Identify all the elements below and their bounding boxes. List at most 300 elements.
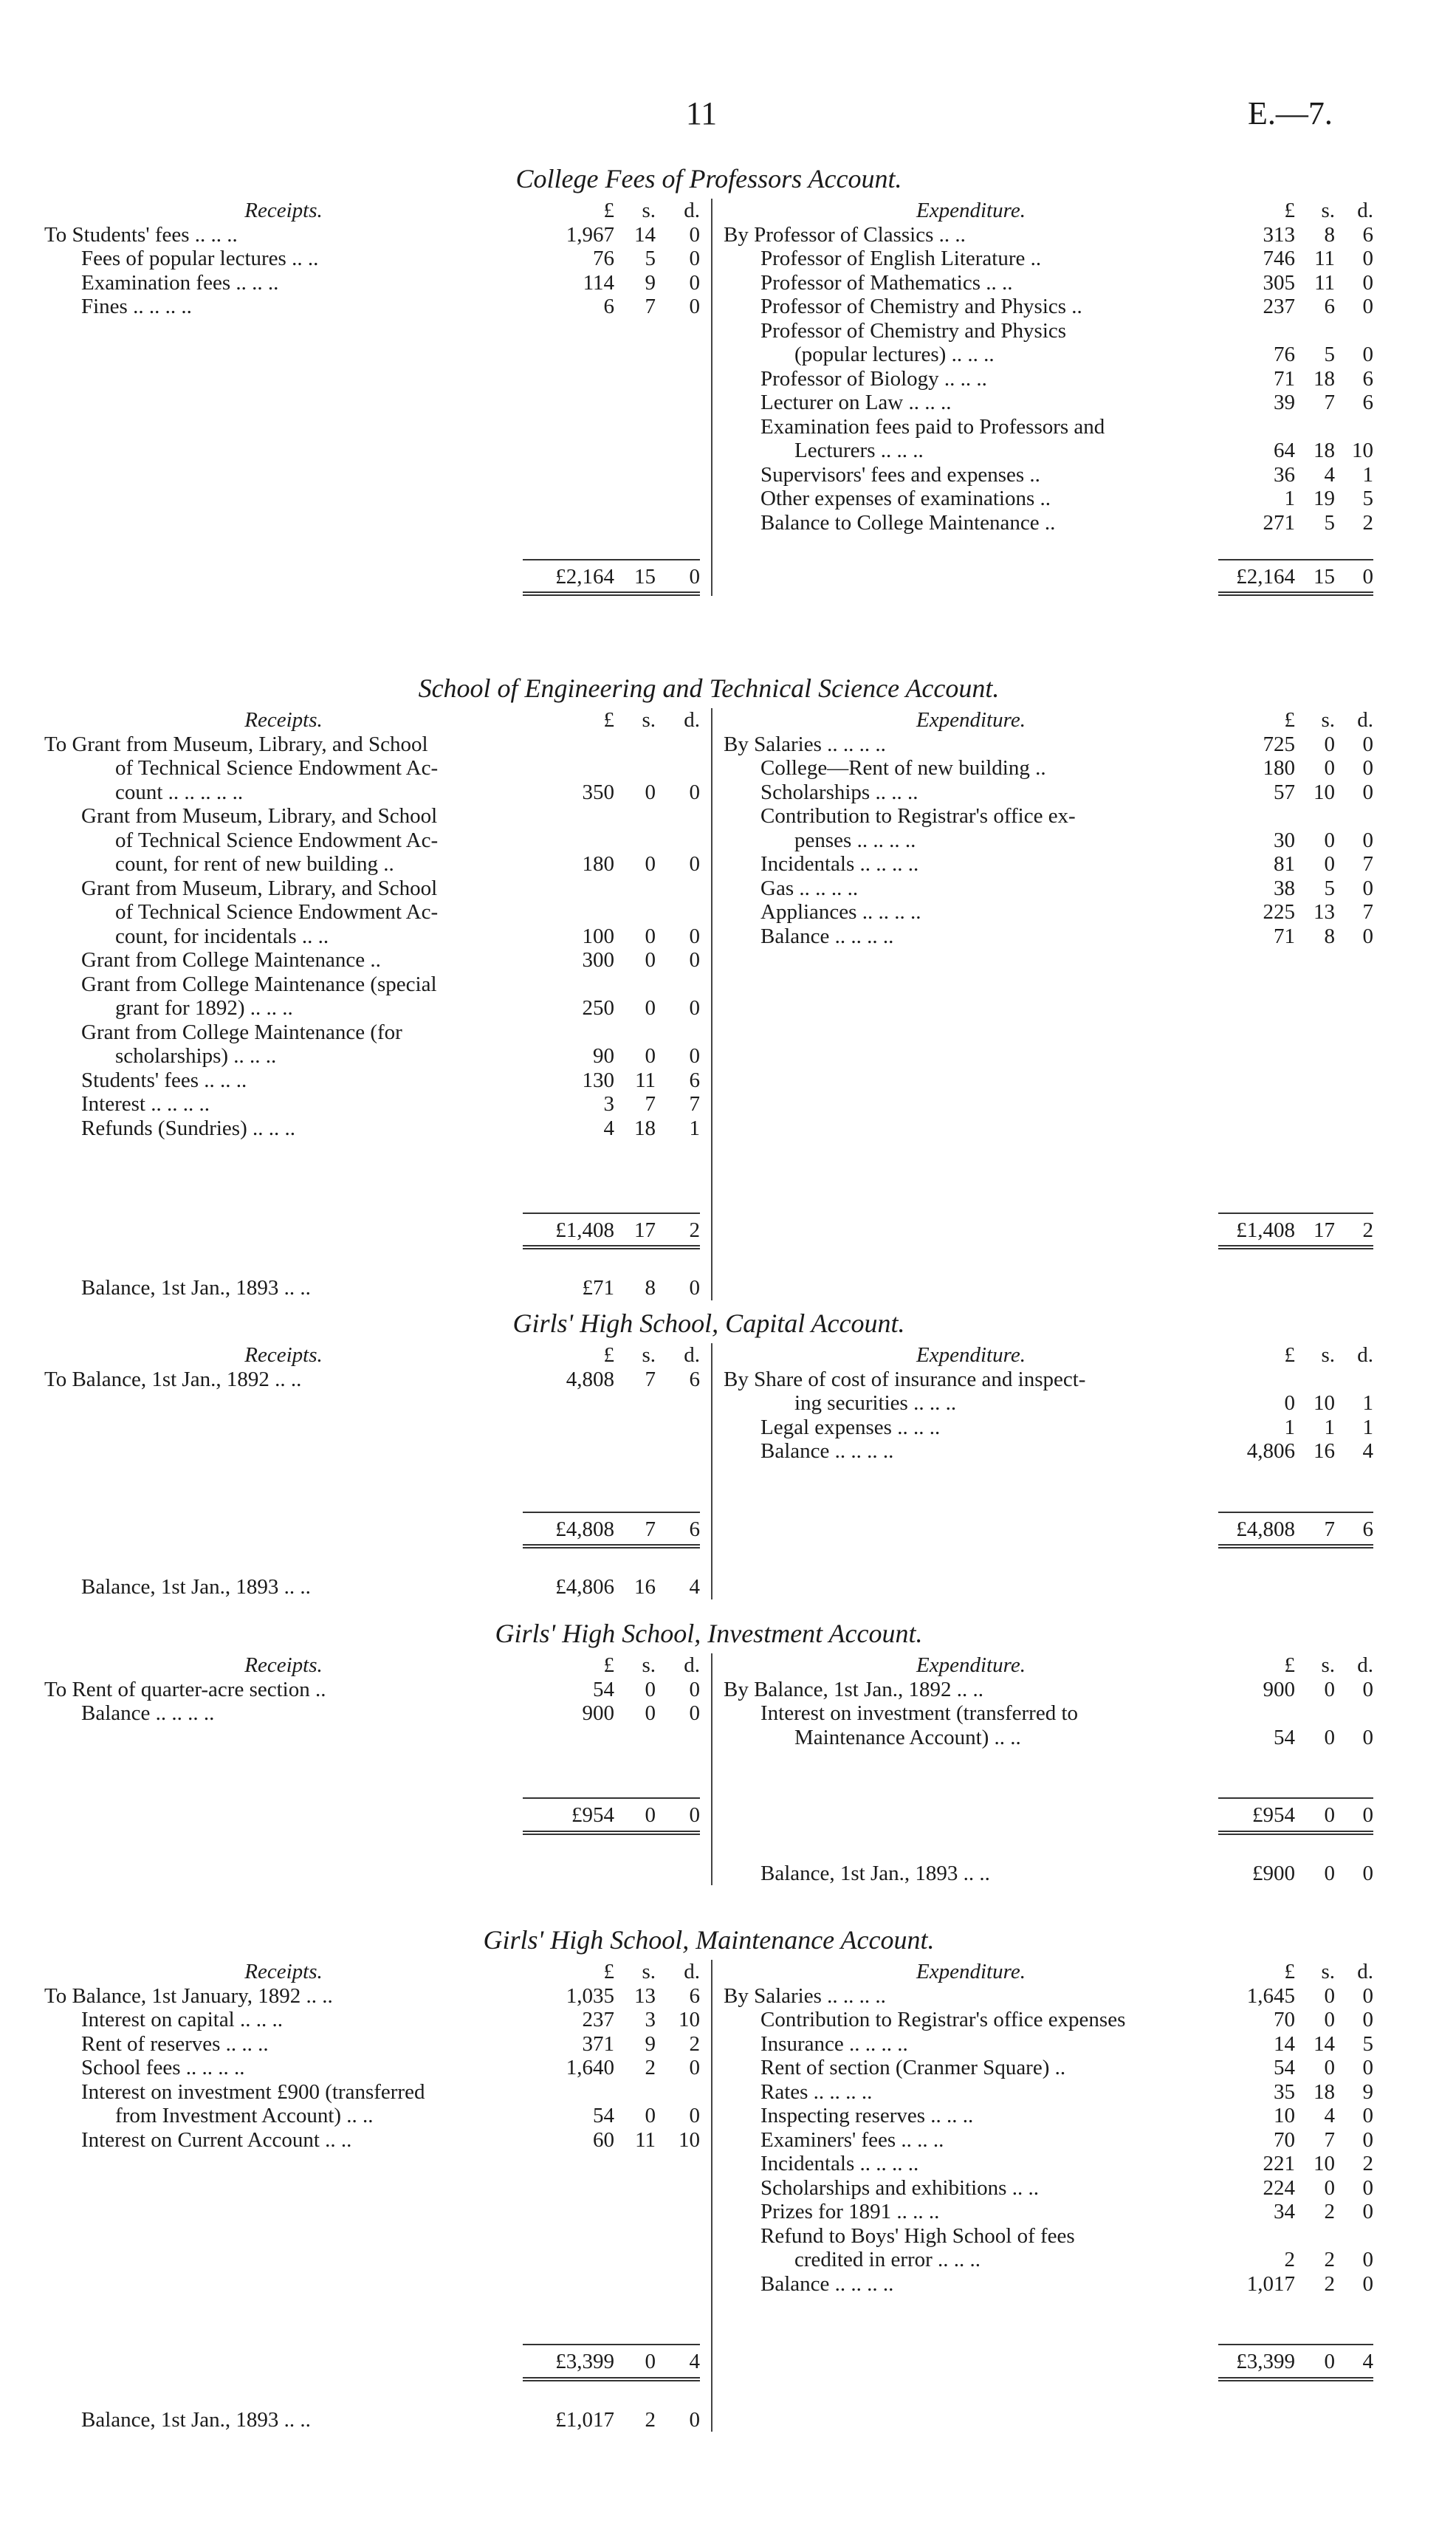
currency-header: [523, 708, 700, 733]
total-label-space: [724, 1797, 1218, 1835]
pounds: 10: [1274, 2104, 1295, 2127]
amount: [523, 2104, 700, 2128]
shillings: 0: [645, 948, 656, 972]
row-label: Balance .. .. .. ..: [760, 924, 894, 948]
expenditure-header-label: Expenditure.: [916, 708, 1026, 732]
expenditure-column: [712, 199, 1373, 596]
receipt-row: [44, 852, 700, 877]
amount: [1218, 319, 1373, 343]
row-label: Professor of Chemistry and Physics ..: [760, 295, 1082, 318]
row-label: Balance, 1st Jan., 1893 .. ..: [81, 1276, 311, 1300]
pounds: 180: [1263, 756, 1295, 780]
amount: [1218, 2176, 1373, 2201]
pounds-header: £: [1284, 1960, 1295, 1983]
expenditure-header-label: Expenditure.: [916, 1343, 1026, 1367]
spacer-row: [724, 1069, 1373, 1093]
expenditure-header-label: Expenditure.: [916, 1960, 1026, 1983]
pounds: [523, 804, 614, 829]
amount: [523, 733, 700, 757]
account-title: College Fees of Professors Account.: [515, 164, 902, 193]
pence: 0: [1362, 2271, 1373, 2296]
expenditure-row: [724, 2272, 1373, 2297]
pounds: £1,017: [555, 2407, 614, 2432]
spacer-row: [44, 1416, 700, 1440]
pounds: [523, 756, 614, 781]
shillings: [614, 829, 656, 853]
currency-header: [523, 1653, 700, 1678]
row-label: scholarships) .. .. ..: [115, 1044, 277, 1068]
row-label: Grant from Museum, Library, and School: [81, 804, 438, 828]
pounds: 3: [603, 1092, 614, 1116]
shillings: 14: [634, 222, 656, 247]
pence: 0: [1362, 756, 1373, 780]
pounds-header: £: [603, 199, 614, 222]
pounds-header: £: [1284, 1343, 1295, 1367]
amount: [523, 1678, 700, 1702]
shillings: 10: [1314, 1391, 1335, 1415]
shillings: 0: [645, 924, 656, 948]
total-row: [44, 559, 700, 597]
spacer-row: [44, 463, 700, 487]
row-label: of Technical Science Endowment Ac-: [115, 900, 439, 924]
pence: 0: [1362, 564, 1373, 589]
account-title: School of Engineering and Technical Science Account.: [418, 673, 1000, 703]
pounds: 900: [1263, 1677, 1295, 1701]
row-label: of Technical Science Endowment Ac-: [115, 756, 439, 780]
amount: [1218, 1797, 1373, 1835]
row-label: Gas .. .. .. ..: [760, 876, 859, 900]
receipt-row: [44, 1117, 700, 1141]
row-label: Inspecting reserves .. .. ..: [760, 2104, 974, 2127]
row-label: ing securities .. .. ..: [794, 1391, 957, 1415]
pounds: 60: [593, 2127, 614, 2152]
pence: 6: [689, 1517, 700, 1541]
spacer-row: [44, 1391, 700, 1416]
shillings: 8: [1324, 222, 1335, 247]
shillings: 0: [645, 852, 656, 876]
pence: 0: [1362, 2008, 1373, 2031]
amount: [1218, 2032, 1373, 2057]
row-label: Balance .. .. .. ..: [760, 1439, 894, 1463]
currency-header: [1218, 199, 1373, 223]
pence: [656, 973, 700, 997]
amount: [1218, 2080, 1373, 2105]
pounds: 14: [1274, 2031, 1295, 2056]
shillings: 14: [1314, 2031, 1335, 2056]
account-section: [44, 1613, 1373, 1885]
pence: 0: [689, 295, 700, 318]
spacer-row: [724, 1092, 1373, 1117]
receipts-column: [44, 1343, 712, 1599]
shillings: 2: [1324, 2248, 1335, 2271]
receipt-row: [44, 2128, 700, 2153]
amount: [1218, 1368, 1373, 1392]
pounds: 271: [1263, 510, 1295, 535]
shillings: [614, 1021, 656, 1045]
pounds: 250: [582, 996, 614, 1020]
amount: [1218, 2272, 1373, 2297]
amount: [523, 2128, 700, 2153]
expenditure-row: [724, 781, 1373, 805]
shillings: [614, 973, 656, 997]
receipts-header-label: Receipts.: [244, 1343, 323, 1367]
pence: 0: [1362, 1983, 1373, 2008]
pence-header: d.: [684, 708, 700, 732]
receipt-row: [44, 900, 700, 925]
receipts-column: [44, 1960, 712, 2432]
pounds: 313: [1263, 222, 1295, 247]
pounds: 300: [582, 948, 614, 972]
row-label: Balance to College Maintenance ..: [760, 510, 1056, 535]
total-label-space: [724, 1512, 1218, 1549]
row-label: Appliances .. .. .. ..: [760, 900, 921, 924]
amount: [523, 1575, 700, 1599]
pence: 6: [1362, 1517, 1373, 1541]
pounds: 39: [1274, 391, 1295, 414]
pence: 0: [689, 2056, 700, 2079]
expenditure-row: [724, 2080, 1373, 2105]
shillings-header: s.: [1321, 708, 1335, 732]
row-label: Balance .. .. .. ..: [760, 2271, 894, 2296]
shillings: 18: [1314, 439, 1335, 462]
receipt-row: [44, 1368, 700, 1392]
amount: [1218, 343, 1373, 367]
receipt-row: [44, 781, 700, 805]
pence: 0: [689, 1677, 700, 1701]
currency-header: [1218, 1653, 1373, 1678]
amount: [523, 2032, 700, 2057]
expenditure-row: [724, 1678, 1373, 1702]
pounds: [523, 900, 614, 925]
pence: 0: [689, 1044, 700, 1068]
spacer-row: [44, 1188, 700, 1213]
amount: [1218, 852, 1373, 877]
shillings: 19: [1314, 487, 1335, 510]
amount: [1218, 1391, 1373, 1416]
account-section: [44, 1303, 1373, 1599]
account-columns: [44, 1343, 1373, 1599]
amount: [1218, 1984, 1373, 2009]
shillings: 7: [1324, 2127, 1335, 2152]
pounds: 71: [1274, 924, 1295, 948]
shillings: 0: [645, 1677, 656, 1701]
amount: [523, 1276, 700, 1300]
receipts-header: [44, 1653, 700, 1678]
pounds: 725: [1263, 732, 1295, 756]
shillings: 9: [645, 2031, 656, 2056]
amount: [1218, 1512, 1373, 1549]
pounds: 38: [1274, 876, 1295, 900]
shillings: 0: [645, 1044, 656, 1068]
receipt-row: [44, 2032, 700, 2057]
pence: 0: [1362, 1803, 1373, 1827]
pounds: 100: [582, 924, 614, 948]
shillings: 0: [645, 1803, 656, 1827]
receipt-row: [44, 996, 700, 1021]
total-label-space: [44, 1213, 523, 1250]
pence-header: d.: [684, 1960, 700, 1983]
pounds: £4,808: [1236, 1517, 1295, 1541]
row-label: Incidentals .. .. .. ..: [760, 2152, 919, 2175]
shillings: 5: [645, 247, 656, 270]
shillings-header: s.: [642, 1343, 656, 1367]
pounds: £2,164: [555, 564, 614, 589]
shillings: 0: [645, 2350, 656, 2373]
gap: [44, 2381, 700, 2408]
amount: [1218, 2008, 1373, 2032]
pounds: 2: [1284, 2248, 1295, 2271]
pounds: 71: [1274, 366, 1295, 391]
amount: [523, 756, 700, 781]
pounds-header: £: [1284, 1653, 1295, 1677]
amount: [523, 1213, 700, 1250]
pounds: 90: [593, 1044, 614, 1068]
amount: [523, 2344, 700, 2381]
expenditure-header: [724, 1343, 1373, 1368]
pence: 1: [1362, 1415, 1373, 1439]
total-label-space: [44, 559, 523, 597]
pounds: 371: [582, 2031, 614, 2056]
pence: 6: [1362, 366, 1373, 391]
pounds: [1218, 1701, 1295, 1726]
amount: [523, 295, 700, 319]
amount: [1218, 925, 1373, 949]
expenditure-row: [724, 439, 1373, 463]
spacer-row: [724, 996, 1373, 1021]
pence: 0: [1362, 343, 1373, 366]
pounds: [523, 1021, 614, 1045]
pounds: 350: [582, 780, 614, 804]
pence: 2: [1362, 2152, 1373, 2175]
pounds: 76: [1274, 343, 1295, 366]
pence: 0: [689, 2407, 700, 2432]
pence: 0: [689, 1276, 700, 1300]
amount: [523, 559, 700, 597]
row-label: Interest on capital .. .. ..: [81, 2008, 283, 2031]
shillings: [614, 877, 656, 901]
receipts-column: [44, 1653, 712, 1885]
shillings-header: s.: [642, 1653, 656, 1677]
pence-header: d.: [1357, 708, 1373, 732]
amount: [1218, 829, 1373, 853]
shillings: 0: [1324, 2056, 1335, 2079]
row-label: To Students' fees .. .. ..: [44, 222, 238, 247]
row-label: Balance, 1st Jan., 1893 .. ..: [760, 1861, 990, 1885]
shillings: 0: [1324, 1677, 1335, 1701]
amount: [1218, 223, 1373, 247]
amount: [1218, 2224, 1373, 2249]
amount: [1218, 1862, 1373, 1886]
pounds: 54: [1274, 1725, 1295, 1749]
shillings: 0: [1324, 2350, 1335, 2373]
spacer-row: [44, 2296, 700, 2320]
pounds: 237: [1263, 295, 1295, 318]
pounds: 114: [583, 270, 614, 295]
amount: [523, 1984, 700, 2009]
total-label-space: [44, 1797, 523, 1835]
shillings: [1295, 804, 1335, 829]
amount: [523, 271, 700, 295]
row-label: grant for 1892) .. .. ..: [115, 996, 293, 1020]
pence: 2: [1362, 510, 1373, 535]
row-label: School fees .. .. .. ..: [81, 2056, 245, 2079]
shillings: 15: [1314, 564, 1335, 589]
gap: [44, 1835, 700, 1862]
amount: [1218, 1439, 1373, 1464]
receipt-row: [44, 1021, 700, 1045]
amount: [1218, 439, 1373, 463]
row-label: By Share of cost of insurance and inspect-: [724, 1367, 1086, 1391]
spacer-row: [724, 1774, 1373, 1798]
receipt-row: [44, 2104, 700, 2128]
spacer-row: [44, 535, 700, 559]
pence: [656, 804, 700, 829]
expenditure-row: [724, 2008, 1373, 2032]
shillings: 10: [1314, 2152, 1335, 2175]
pence-header: d.: [684, 199, 700, 222]
shillings: 11: [1314, 270, 1335, 295]
expenditure-column: [712, 1343, 1373, 1599]
shillings: 7: [645, 1367, 656, 1391]
account-columns: [44, 708, 1373, 1300]
shillings: 15: [634, 564, 656, 589]
receipt-row: [44, 2080, 700, 2105]
pence: [656, 2080, 700, 2105]
spacer-row: [724, 1188, 1373, 1213]
expenditure-row: [724, 271, 1373, 295]
expenditure-row: [724, 1368, 1373, 1392]
row-label: Grant from Museum, Library, and School: [81, 876, 438, 900]
row-label: from Investment Account) .. ..: [115, 2104, 374, 2127]
spacer-row: [724, 948, 1373, 973]
row-label: Examiners' fees .. .. ..: [760, 2127, 944, 2152]
spacer-row: [44, 415, 700, 439]
shillings: [1295, 415, 1335, 439]
row-label: of Technical Science Endowment Ac-: [115, 828, 439, 852]
pounds: £954: [571, 1803, 614, 1827]
pence: [1335, 804, 1373, 829]
amount: [1218, 367, 1373, 391]
pounds: 6: [603, 295, 614, 318]
pence: 0: [689, 948, 700, 972]
expenditure-row: [724, 2176, 1373, 2201]
pounds: £954: [1252, 1803, 1295, 1827]
amount: [523, 1512, 700, 1549]
total-row: [44, 1797, 700, 1835]
spacer-row: [44, 2224, 700, 2249]
pence: 10: [1352, 439, 1373, 462]
pounds: 81: [1274, 852, 1295, 876]
pence: [656, 733, 700, 757]
spacer-row: [724, 2296, 1373, 2320]
pounds: 0: [1284, 1391, 1295, 1415]
row-label: By Salaries .. .. .. ..: [724, 732, 886, 756]
row-label: Refund to Boys' High School of fees: [760, 2223, 1075, 2248]
shillings-header: s.: [642, 708, 656, 732]
pounds: 1,967: [566, 222, 614, 247]
expenditure-column: [712, 708, 1373, 1300]
total-label-space: [724, 559, 1218, 597]
shillings: 1: [1324, 1415, 1335, 1439]
row-label: Fines .. .. .. ..: [81, 295, 192, 318]
pence: [656, 877, 700, 901]
row-label: Contribution to Registrar's office expenses: [760, 2008, 1126, 2031]
pence: 10: [679, 2127, 700, 2152]
receipt-row: [44, 1575, 700, 1599]
total-row: [44, 1512, 700, 1549]
expenditure-row: [724, 900, 1373, 925]
total-row: [724, 1213, 1373, 1250]
spacer-row: [44, 2248, 700, 2272]
row-label: Professor of Chemistry and Physics: [760, 318, 1067, 343]
pence: 1: [1362, 1391, 1373, 1415]
amount: [1218, 2104, 1373, 2128]
pounds: 1: [1284, 487, 1295, 510]
shillings: 2: [645, 2056, 656, 2079]
shillings: 0: [1324, 1725, 1335, 1749]
pounds: £1,408: [1236, 1218, 1295, 1242]
spacer-row: [724, 1464, 1373, 1488]
shillings: [1295, 319, 1335, 343]
pence-header: d.: [1357, 1960, 1373, 1983]
spacer-row: [44, 1439, 700, 1464]
pounds: £2,164: [1236, 564, 1295, 589]
gap: [724, 1249, 1373, 1276]
pence: 1: [689, 1116, 700, 1140]
receipt-row: [44, 877, 700, 901]
pence: 0: [1362, 732, 1373, 756]
shillings-header: s.: [1321, 199, 1335, 222]
pounds: 70: [1274, 2008, 1295, 2031]
receipts-header-label: Receipts.: [244, 1960, 323, 1983]
pence: 2: [689, 1218, 700, 1242]
amount: [523, 2008, 700, 2032]
shillings: 17: [634, 1218, 656, 1242]
row-label: Balance, 1st Jan., 1893 .. ..: [81, 2407, 311, 2432]
total-row: [724, 559, 1373, 597]
pounds-header: £: [1284, 199, 1295, 222]
gap: [724, 1835, 1373, 1862]
receipt-row: [44, 1276, 700, 1300]
amount: [523, 2056, 700, 2080]
amount: [1218, 2128, 1373, 2153]
expenditure-row: [724, 2200, 1373, 2224]
currency-header: [1218, 1343, 1373, 1368]
receipts-header-label: Receipts.: [244, 199, 323, 222]
shillings: 4: [1324, 2104, 1335, 2127]
spacer-row: [724, 1487, 1373, 1512]
row-label: (popular lectures) .. .. ..: [794, 343, 995, 366]
expenditure-row: [724, 2128, 1373, 2153]
pounds: £3,399: [555, 2350, 614, 2373]
shillings: 2: [1324, 2200, 1335, 2223]
total-row: [724, 2344, 1373, 2381]
amount: [523, 877, 700, 901]
expenditure-row: [724, 733, 1373, 757]
expenditure-header: [724, 199, 1373, 223]
expenditure-row: [724, 1416, 1373, 1440]
spacer-row: [44, 319, 700, 343]
expenditure-row: [724, 2152, 1373, 2176]
currency-header: [1218, 1960, 1373, 1984]
row-label: By Balance, 1st Jan., 1892 .. ..: [724, 1677, 983, 1701]
spacer-row: [724, 1165, 1373, 1189]
row-label: Contribution to Registrar's office ex-: [760, 804, 1076, 828]
expenditure-header-label: Expenditure.: [916, 199, 1026, 222]
expenditure-row: [724, 2104, 1373, 2128]
pence: 0: [1362, 295, 1373, 318]
pence: 0: [689, 996, 700, 1020]
